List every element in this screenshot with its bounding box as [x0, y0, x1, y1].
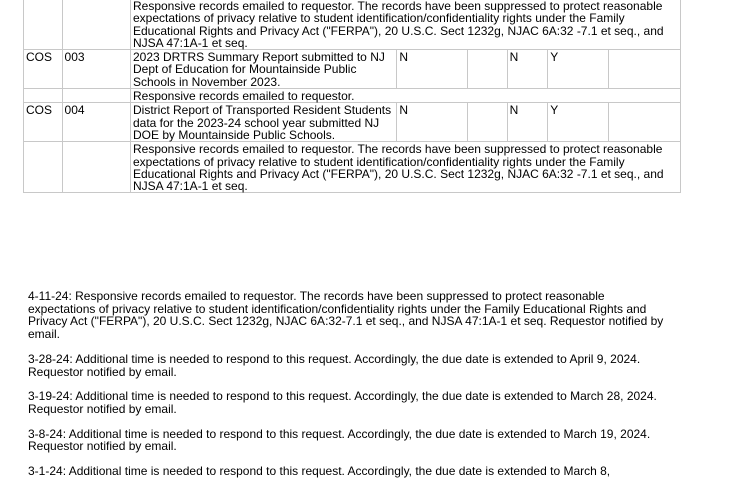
cell-number	[62, 142, 130, 193]
cell-type: COS	[24, 103, 63, 142]
status-note: 4-11-24: Responsive records emailed to requestor. The records have been suppressed to protect reasonable expectations of privacy relative to student identification/confidentiality rights under the Family Educational Rights and Privacy Act ("FERPA"), 20 U.S.C. Sect 1232g, NJAC 6A:32-7.1 et seq., and NJSA 47:1A-1 et seq. Requestor notified by email.	[28, 289, 664, 342]
cell-flag-1: N	[397, 50, 468, 89]
cell-description: Responsive records emailed to requestor. The records have been suppressed to protect reasonable expectations of privacy relative to student identification/confidentiality rights under the Family Educational Rights and Privacy Act ("FERPA"), 20 U.S.C. Sect 1232g, NJAC 6A:32 -7.1 et seq., and NJSA 47:1A-1 et seq.	[130, 142, 680, 193]
table-row	[24, 50, 681, 89]
cell-number: 004	[62, 103, 130, 142]
cell-flag-2	[468, 103, 508, 142]
cell-description: Responsive records emailed to requestor. The records have been suppressed to protect reasonable expectations of privacy relative to student identification/confidentiality rights under the Family Educational Rights and Privacy Act ("FERPA"), 20 U.S.C. Sect 1232g, NJAC 6A:32 -7.1 et seq., and NJSA 47:1A-1 et seq.	[130, 0, 680, 50]
cell-flag-1: N	[397, 103, 468, 142]
cell-type: COS	[24, 50, 63, 89]
cell-type	[24, 89, 63, 103]
cell-description: District Report of Transported Resident Students data for the 2023-24 school year submitted NJ DOE by Mountainside Public Schools.	[130, 103, 396, 142]
cell-number	[62, 89, 130, 103]
table-row	[24, 89, 681, 103]
cell-flag-5	[609, 50, 681, 89]
cell-type	[24, 0, 63, 50]
cell-type	[24, 142, 63, 193]
cell-flag-4: Y	[548, 50, 609, 89]
status-note: 3-1-24: Additional time is needed to respond to this request. Accordingly, the due date is extended to March 8,	[28, 464, 611, 479]
status-notes	[28, 290, 668, 490]
table-row	[24, 0, 681, 50]
cell-number	[62, 0, 130, 50]
table-row	[24, 142, 681, 193]
table-row	[24, 103, 681, 142]
cell-description: 2023 DRTRS Summary Report submitted to NJ Dept of Education for Mountainside Public Schools in November 2023.	[130, 50, 396, 89]
cell-flag-4: Y	[548, 103, 609, 142]
cell-flag-5	[609, 103, 681, 142]
status-note: 3-28-24: Additional time is needed to respond to this request. Accordingly, the due date is extended to April 9, 2024. Requestor notified by email.	[28, 351, 641, 379]
cell-description: Responsive records emailed to requestor.	[130, 89, 680, 103]
cell-number: 003	[62, 50, 130, 89]
status-note: 3-8-24: Additional time is needed to respond to this request. Accordingly, the due date is extended to March 19, 2024. Requestor notified by email.	[28, 426, 651, 454]
cell-flag-2	[468, 50, 508, 89]
cell-flag-3: N	[507, 50, 548, 89]
cell-flag-3: N	[507, 103, 548, 142]
status-note: 3-19-24: Additional time is needed to respond to this request. Accordingly, the due date is extended to March 28, 2024. Requestor notified by email.	[28, 389, 657, 416]
records-table	[23, 0, 681, 193]
